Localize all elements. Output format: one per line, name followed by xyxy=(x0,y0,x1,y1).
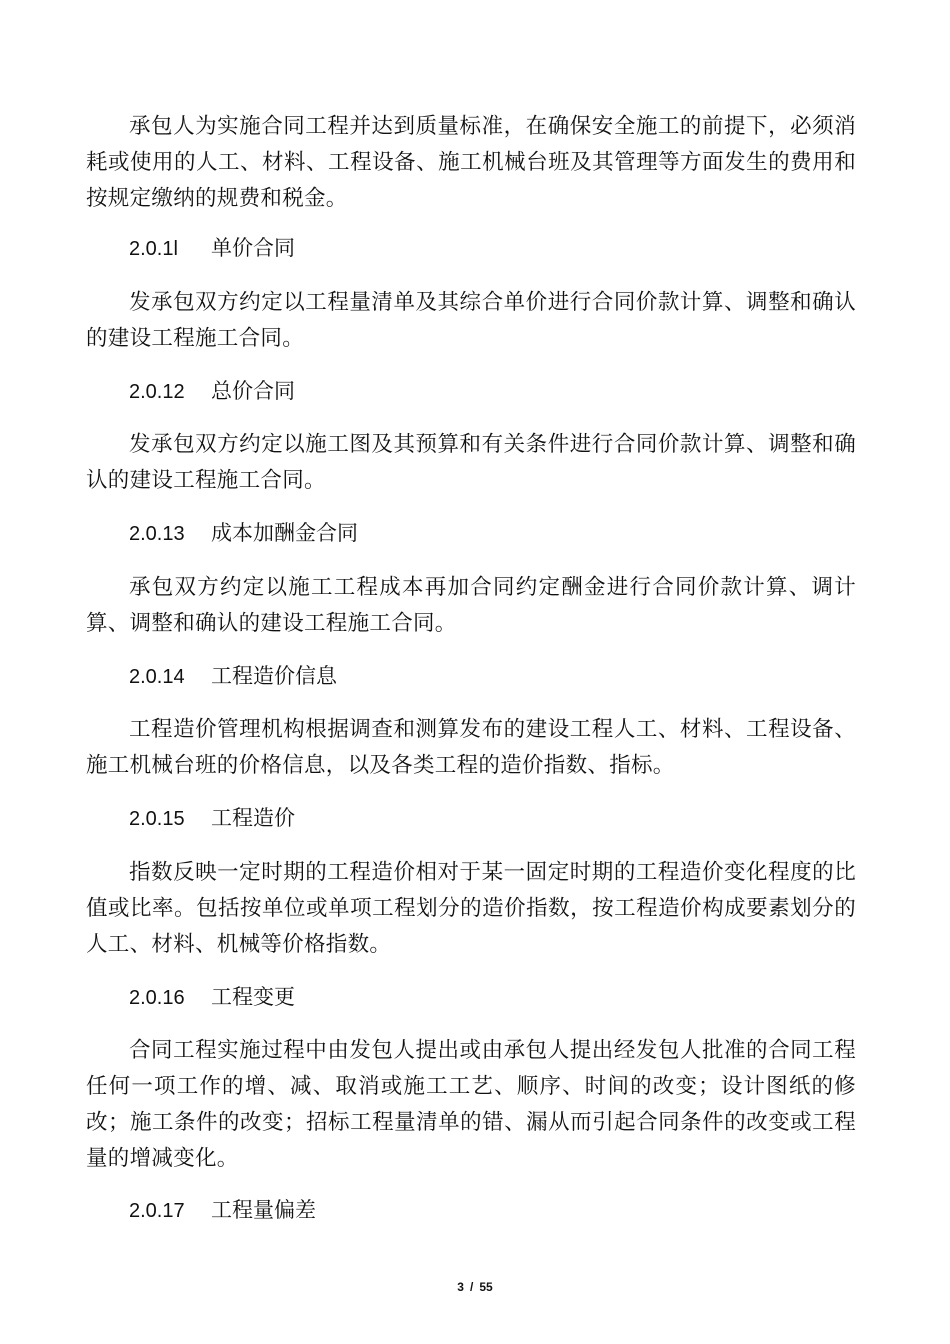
heading-2-0-13 xyxy=(129,518,358,549)
clause-title: 工程造价 xyxy=(211,806,295,830)
heading-2-0-14 xyxy=(129,661,337,692)
heading-2-0-11 xyxy=(129,233,295,264)
paragraph-unit-price-contract: 发承包双方约定以工程量清单及其综合单价进行合同价款计算、调整和确认的建设工程施工合同。 xyxy=(86,290,856,351)
paragraph-cost-information: 工程造价管理机构根据调查和测算发布的建设工程人工、材料、工程设备、施工机械台班的价格信息，以及各类工程的造价指数、指标。 xyxy=(86,717,856,778)
clause-number: 2.0.17 xyxy=(129,1200,185,1222)
clause-title: 工程变更 xyxy=(211,985,295,1009)
clause-number: 2.0.13 xyxy=(129,523,185,545)
heading-2-0-17 xyxy=(129,1195,316,1226)
paragraph-cost-index: 指数反映一定时期的工程造价相对于某一固定时期的工程造价变化程度的比值或比率。包括按单位或单项工程划分的造价指数，按工程造价构成要素划分的人工、材料、机械等价格指数。 xyxy=(86,860,856,957)
paragraph-engineering-change: 合同工程实施过程中由发包人提出或由承包人提出经发包人批准的合同工程任何一项工作的增、减、取消或施工工艺、顺序、时间的改变；设计图纸的修改；施工条件的改变；招标工程量清单的错、漏从而引起合同条件的改变或工程量的增减变化。 xyxy=(86,1038,856,1171)
heading-2-0-12 xyxy=(129,376,295,407)
page-separator: / xyxy=(469,1280,474,1294)
total-pages: 55 xyxy=(479,1280,493,1294)
paragraph-lump-sum-contract: 发承包双方约定以施工图及其预算和有关条件进行合同价款计算、调整和确认的建设工程施工合同。 xyxy=(86,432,856,493)
clause-title: 总价合同 xyxy=(211,379,295,403)
paragraph-cost-plus-contract: 承包双方约定以施工工程成本再加合同约定酬金进行合同价款计算、调计算、调整和确认的建设工程施工合同。 xyxy=(86,575,856,636)
clause-number: 2.0.15 xyxy=(129,808,185,830)
heading-2-0-15 xyxy=(129,803,295,834)
clause-title: 成本加酬金合同 xyxy=(211,521,358,545)
clause-number: 2.0.14 xyxy=(129,666,185,688)
page-number-footer xyxy=(0,1279,950,1295)
heading-2-0-16 xyxy=(129,982,295,1013)
clause-number: 2.0.1l xyxy=(129,238,178,260)
clause-number: 2.0.12 xyxy=(129,381,185,403)
current-page: 3 xyxy=(457,1280,464,1294)
clause-title: 单价合同 xyxy=(211,236,295,260)
clause-title: 工程量偏差 xyxy=(211,1198,316,1222)
clause-number: 2.0.16 xyxy=(129,987,185,1009)
paragraph-cost-definition: 承包人为实施合同工程并达到质量标准，在确保安全施工的前提下，必须消耗或使用的人工、材料、工程设备、施工机械台班及其管理等方面发生的费用和按规定缴纳的规费和税金。 xyxy=(86,114,856,211)
clause-title: 工程造价信息 xyxy=(211,664,337,688)
